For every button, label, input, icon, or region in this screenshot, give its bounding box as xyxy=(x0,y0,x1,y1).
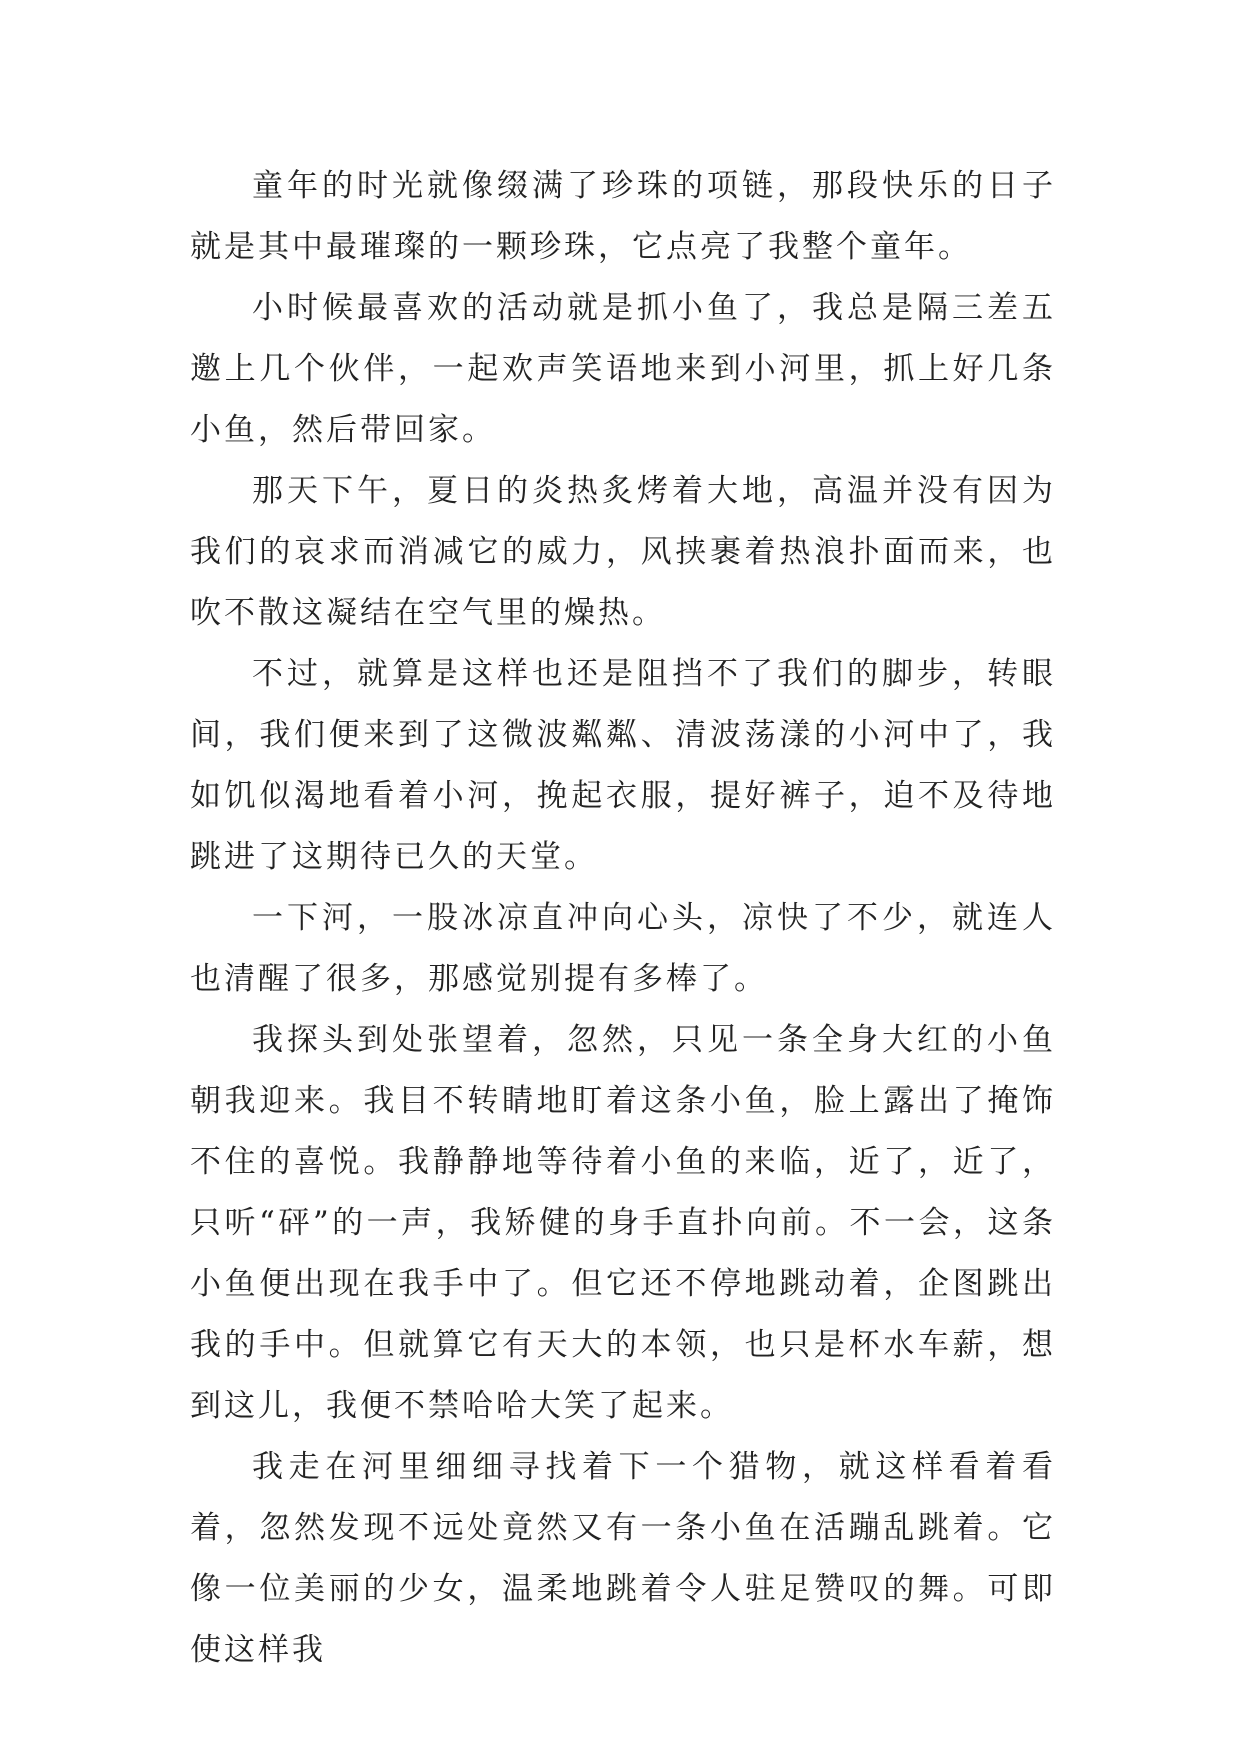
paragraph: 不过，就算是这样也还是阻挡不了我们的脚步，转眼间，我们便来到了这微波粼粼、清波荡漾的小河中了，我如饥似渴地看着小河，挽起衣服，提好裤子，迫不及待地跳进了这期待已久的天堂。 xyxy=(190,656,1056,875)
paragraph: 童年的时光就像缀满了珍珠的项链，那段快乐的日子就是其中最璀璨的一颗珍珠，它点亮了我整个童年。 xyxy=(190,168,1056,265)
paragraph: 那天下午，夏日的炎热炙烤着大地，高温并没有因为我们的哀求而消减它的威力，风挟裹着热浪扑面而来，也吹不散这凝结在空气里的燥热。 xyxy=(190,473,1056,631)
paragraph: 一下河，一股冰凉直冲向心头，凉快了不少，就连人也清醒了很多，那感觉别提有多棒了。 xyxy=(190,900,1056,997)
paragraph: 我探头到处张望着，忽然，只见一条全身大红的小鱼朝我迎来。我目不转睛地盯着这条小鱼，脸上露出了掩饰不住的喜悦。我静静地等待着小鱼的来临，近了，近了，只听“砰”的一声，我矫健的身手直扑向前。不一会，这条小鱼便出现在我手中了。但它还不停地跳动着，企图跳出我的手中。但就算它有天大的本领，也只是杯水车薪，想到这儿，我便不禁哈哈大笑了起来。 xyxy=(190,1022,1056,1424)
paragraph: 小时候最喜欢的活动就是抓小鱼了，我总是隔三差五邀上几个伙伴，一起欢声笑语地来到小河里，抓上好几条小鱼，然后带回家。 xyxy=(190,290,1056,448)
body-text xyxy=(190,156,1056,1681)
paragraph: 我走在河里细细寻找着下一个猎物，就这样看着看着，忽然发现不远处竟然又有一条小鱼在活蹦乱跳着。它像一位美丽的少女，温柔地跳着令人驻足赞叹的舞。可即使这样我 xyxy=(190,1449,1056,1668)
